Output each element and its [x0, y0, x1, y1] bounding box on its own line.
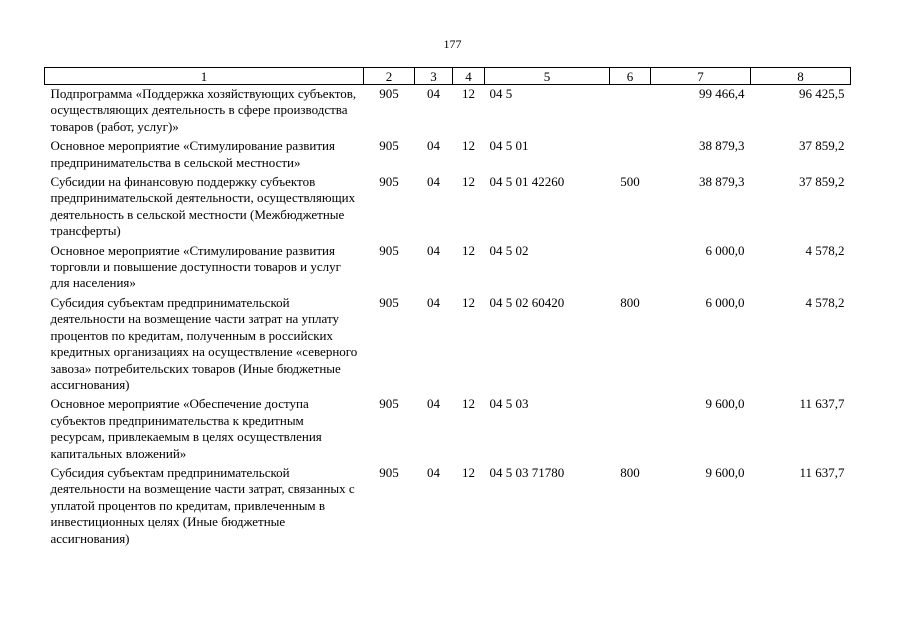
executed-amount: 96 425,5: [799, 86, 845, 101]
table-row: [45, 137, 851, 173]
table-row: [45, 395, 851, 464]
column-header: 5: [485, 68, 610, 85]
section-code: 04: [427, 174, 440, 190]
row-name: Подпрограмма «Поддержка хозяйствующих субъектов, осуществляющих деятельность в сфере производства товаров (работ, услуг)»: [50, 86, 357, 134]
planned-amount: 9 600,0: [705, 464, 745, 480]
executed-amount: 37 859,2: [799, 138, 845, 154]
planned-amount: 6 000,0: [705, 294, 745, 310]
target-article-code: 04 5 02 60420: [489, 294, 565, 310]
target-article-code: 04 5 01: [489, 138, 529, 154]
admin-code: 905: [379, 86, 399, 101]
section-code: 04: [427, 138, 440, 154]
expense-type-code: 500: [620, 174, 640, 190]
section-code: 04: [427, 396, 440, 412]
expense-type-code: [610, 137, 651, 173]
executed-amount: 11 637,7: [799, 464, 845, 480]
row-name: Субсидия субъектам предпринимательской деятельности на возмещение части затрат, связанных с уплатой процентов по кредитам, привлеченным в инвестиционных целях (Иные бюджетные ассигнования): [50, 464, 355, 546]
admin-code: 905: [379, 294, 399, 310]
table-row: [45, 242, 851, 294]
subsection-code: 12: [462, 138, 475, 154]
subsection-code: 12: [462, 396, 475, 412]
target-article-code: 04 5 03: [489, 396, 529, 412]
column-header: 2: [364, 68, 415, 85]
planned-amount: 38 879,3: [699, 174, 745, 190]
expense-type-code: 800: [620, 294, 640, 310]
row-name: Основное мероприятие «Обеспечение доступа субъектов предпринимательства к кредитным ресурсам, привлекаемым в целях осуществления капитальных вложений»: [50, 396, 322, 461]
admin-code: 905: [379, 464, 399, 480]
table-row: [45, 173, 851, 242]
section-code: 04: [427, 86, 440, 101]
planned-amount: 38 879,3: [699, 138, 745, 154]
executed-amount: 37 859,2: [799, 174, 845, 190]
subsection-code: 12: [462, 242, 475, 258]
table-row: [45, 294, 851, 395]
section-code: 04: [427, 242, 440, 258]
row-name: Субсидия субъектам предпринимательской деятельности на возмещение части затрат на уплату процентов по кредитам, полученным в российских кредитных организациях на осуществление «северного завоза» потребительских товаров (Иные бюджетные ассигнования): [50, 294, 358, 392]
column-header: 1: [45, 68, 364, 85]
budget-table: [44, 67, 851, 549]
target-article-code: 04 5: [489, 86, 513, 101]
column-header: 4: [453, 68, 485, 85]
row-name: Основное мероприятие «Стимулирование развития торговли и повышение доступности товаров и услуг для населения»: [50, 242, 341, 291]
planned-amount: 9 600,0: [705, 396, 745, 412]
subsection-code: 12: [462, 86, 475, 101]
admin-code: 905: [379, 138, 399, 154]
subsection-code: 12: [462, 294, 475, 310]
expense-type-code: [610, 242, 651, 294]
column-header: 8: [751, 68, 851, 85]
target-article-code: 04 5 02: [489, 242, 529, 258]
column-header: 3: [415, 68, 453, 85]
executed-amount: 4 578,2: [805, 294, 845, 310]
admin-code: 905: [379, 396, 399, 412]
column-header: 6: [610, 68, 651, 85]
executed-amount: 4 578,2: [805, 242, 845, 258]
row-name: Субсидии на финансовую поддержку субъектов предпринимательской деятельности, осуществляющих деятельность в сельской местности (Межбюджетные трансферты): [50, 174, 356, 239]
target-article-code: 04 5 03 71780: [489, 464, 565, 480]
expense-type-code: [610, 395, 651, 464]
table-row: [45, 85, 851, 138]
subsection-code: 12: [462, 174, 475, 190]
planned-amount: 6 000,0: [705, 242, 745, 258]
target-article-code: 04 5 01 42260: [489, 174, 565, 190]
page-number: 177: [443, 37, 462, 51]
column-header: 7: [651, 68, 751, 85]
admin-code: 905: [379, 242, 399, 258]
section-code: 04: [427, 294, 440, 310]
row-name: Основное мероприятие «Стимулирование развития предпринимательства в сельской местности»: [50, 138, 335, 170]
expense-type-code: 800: [620, 464, 640, 480]
admin-code: 905: [379, 174, 399, 190]
subsection-code: 12: [462, 464, 475, 480]
table-row: [45, 464, 851, 549]
expense-type-code: [610, 85, 651, 138]
section-code: 04: [427, 464, 440, 480]
planned-amount: 99 466,4: [699, 86, 745, 101]
table-header-row: [45, 68, 851, 85]
executed-amount: 11 637,7: [799, 396, 845, 412]
